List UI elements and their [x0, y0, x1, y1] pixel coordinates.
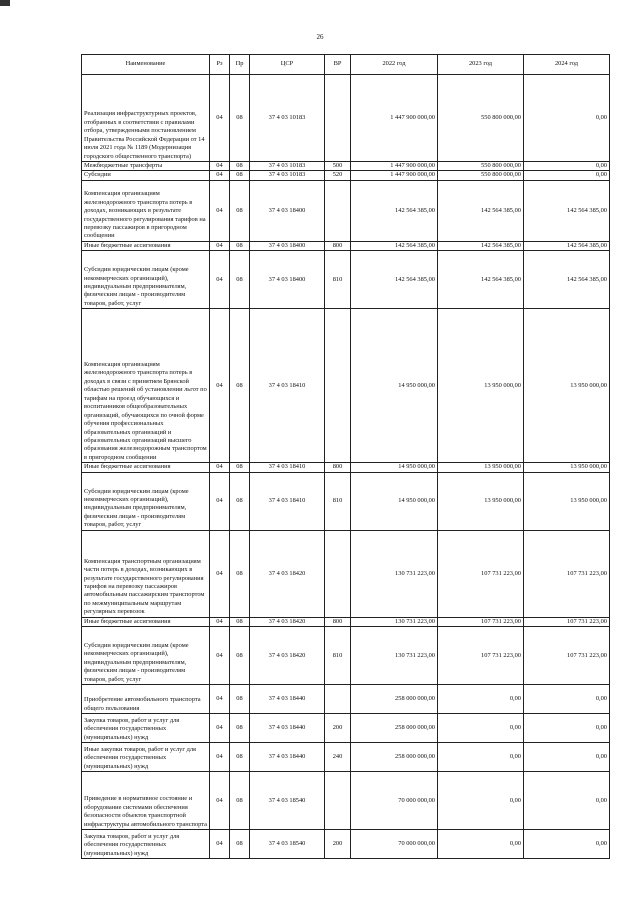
cell-value-2024: 107 731 223,00	[524, 530, 610, 617]
cell-vr: 520	[325, 171, 351, 180]
cell-rz: 04	[210, 830, 230, 859]
cell-csr: 37 4 03 18410	[250, 463, 325, 472]
cell-value-2024: 142 564 385,00	[524, 241, 610, 250]
cell-pr: 08	[230, 830, 250, 859]
cell-value-2024: 0,00	[524, 830, 610, 859]
table-row	[82, 180, 610, 241]
cell-name: Реализация инфраструктурных проектов, отобранных в соответствии с правилами отбора, утвержденными постановлением Правительства Российской Федерации от 14 июля 2021 года № 1189 (Модернизация городского общественного транспорта)	[82, 75, 210, 162]
cell-value-2023: 550 800 000,00	[438, 171, 524, 180]
cell-value-2024: 107 731 223,00	[524, 617, 610, 626]
cell-value-2023: 107 731 223,00	[438, 617, 524, 626]
table-row	[82, 743, 610, 772]
table-body	[82, 75, 610, 859]
cell-rz: 04	[210, 772, 230, 830]
cell-value-2024: 13 950 000,00	[524, 463, 610, 472]
cell-pr: 08	[230, 714, 250, 743]
cell-value-2023: 0,00	[438, 830, 524, 859]
cell-name: Закупка товаров, работ и услуг для обеспечения государственных (муниципальных) нужд	[82, 830, 210, 859]
cell-value-2023: 13 950 000,00	[438, 463, 524, 472]
cell-vr	[325, 772, 351, 830]
header-vr: ВР	[325, 55, 351, 75]
table-row	[82, 309, 610, 463]
cell-rz: 04	[210, 617, 230, 626]
cell-rz: 04	[210, 530, 230, 617]
cell-name: Иные бюджетные ассигнования	[82, 241, 210, 250]
cell-name: Компенсация организациям железнодорожного транспорта потерь в доходах в связи с принятием Брянской областью решений об установлении льгот по тарифам на проезд обучающихся и воспитанников общеобразовательных организаций, обучающихся по очной форме обучения профессиональных образовательных организаций и образовательных организаций высшего образования железнодорожным транспортом в пригородном сообщении	[82, 309, 210, 463]
cell-value-2024: 0,00	[524, 772, 610, 830]
table-row	[82, 830, 610, 859]
cell-vr: 810	[325, 627, 351, 685]
cell-pr: 08	[230, 743, 250, 772]
table-row	[82, 627, 610, 685]
page-number: 26	[316, 33, 324, 41]
cell-pr: 08	[230, 463, 250, 472]
cell-rz: 04	[210, 463, 230, 472]
cell-value-2023: 0,00	[438, 772, 524, 830]
cell-name: Закупка товаров, работ и услуг для обеспечения государственных (муниципальных) нужд	[82, 714, 210, 743]
cell-value-2024: 142 564 385,00	[524, 251, 610, 309]
cell-value-2022: 130 731 223,00	[351, 617, 438, 626]
cell-vr: 200	[325, 830, 351, 859]
cell-pr: 08	[230, 627, 250, 685]
cell-value-2023: 0,00	[438, 743, 524, 772]
cell-vr	[325, 75, 351, 162]
cell-name: Субсидии юридическим лицам (кроме некоммерческих организаций), индивидуальным предпринимателям, физическим лицам - производителям товаров, работ, услуг	[82, 251, 210, 309]
table-row	[82, 472, 610, 530]
cell-csr: 37 4 03 18400	[250, 180, 325, 241]
cell-rz: 04	[210, 162, 230, 171]
cell-value-2022: 142 564 385,00	[351, 180, 438, 241]
cell-csr: 37 4 03 18540	[250, 772, 325, 830]
header-pr: Пр	[230, 55, 250, 75]
cell-value-2023: 550 800 000,00	[438, 162, 524, 171]
cell-pr: 08	[230, 171, 250, 180]
cell-csr: 37 4 03 18400	[250, 241, 325, 250]
cell-csr: 37 4 03 18410	[250, 472, 325, 530]
cell-value-2023: 13 950 000,00	[438, 472, 524, 530]
cell-value-2022: 142 564 385,00	[351, 241, 438, 250]
cell-value-2023: 107 731 223,00	[438, 530, 524, 617]
cell-csr: 37 4 03 18540	[250, 830, 325, 859]
cell-vr	[325, 530, 351, 617]
cell-name: Субсидии	[82, 171, 210, 180]
cell-name: Компенсация организациям железнодорожного транспорта потерь в доходах, возникающих в результате государственного регулирования тарифов на перевозку пассажиров в пригородном сообщении	[82, 180, 210, 241]
table-row	[82, 241, 610, 250]
table-row	[82, 530, 610, 617]
cell-value-2024: 0,00	[524, 75, 610, 162]
cell-value-2023: 142 564 385,00	[438, 180, 524, 241]
table-row	[82, 75, 610, 162]
cell-pr: 08	[230, 472, 250, 530]
cell-value-2024: 107 731 223,00	[524, 627, 610, 685]
cell-rz: 04	[210, 743, 230, 772]
cell-value-2022: 1 447 900 000,00	[351, 162, 438, 171]
cell-csr: 37 4 03 18440	[250, 685, 325, 714]
cell-vr: 800	[325, 463, 351, 472]
cell-pr: 08	[230, 309, 250, 463]
cell-value-2024: 0,00	[524, 685, 610, 714]
cell-pr: 08	[230, 685, 250, 714]
budget-table	[81, 54, 610, 859]
cell-value-2024: 142 564 385,00	[524, 180, 610, 241]
cell-vr: 810	[325, 472, 351, 530]
cell-value-2023: 142 564 385,00	[438, 251, 524, 309]
cell-vr: 800	[325, 241, 351, 250]
table-row	[82, 463, 610, 472]
cell-pr: 08	[230, 180, 250, 241]
cell-value-2023: 142 564 385,00	[438, 241, 524, 250]
cell-value-2022: 258 000 000,00	[351, 743, 438, 772]
header-2023: 2023 год	[438, 55, 524, 75]
cell-name: Субсидии юридическим лицам (кроме некоммерческих организаций), индивидуальным предпринимателям, физическим лицам - производителям товаров, работ, услуг	[82, 472, 210, 530]
header-csr: ЦСР	[250, 55, 325, 75]
cell-value-2023: 0,00	[438, 685, 524, 714]
cell-vr: 800	[325, 617, 351, 626]
cell-rz: 04	[210, 251, 230, 309]
cell-value-2024: 0,00	[524, 743, 610, 772]
cell-rz: 04	[210, 180, 230, 241]
cell-rz: 04	[210, 75, 230, 162]
scan-corner-mark	[0, 0, 10, 6]
cell-value-2022: 70 000 000,00	[351, 772, 438, 830]
cell-value-2022: 258 000 000,00	[351, 714, 438, 743]
cell-name: Иные закупки товаров, работ и услуг для обеспечения государственных (муниципальных) нужд	[82, 743, 210, 772]
cell-value-2022: 14 950 000,00	[351, 472, 438, 530]
cell-pr: 08	[230, 772, 250, 830]
cell-rz: 04	[210, 714, 230, 743]
cell-name: Приведение в нормативное состояние и оборудование системами обеспечения безопасности объектов транспортной инфраструктуры автомобильного транспорта	[82, 772, 210, 830]
cell-pr: 08	[230, 75, 250, 162]
cell-value-2022: 130 731 223,00	[351, 627, 438, 685]
cell-rz: 04	[210, 472, 230, 530]
header-2024: 2024 год	[524, 55, 610, 75]
cell-pr: 08	[230, 617, 250, 626]
table-row	[82, 251, 610, 309]
cell-rz: 04	[210, 685, 230, 714]
cell-value-2022: 1 447 900 000,00	[351, 171, 438, 180]
table-row	[82, 685, 610, 714]
cell-name: Иные бюджетные ассигнования	[82, 617, 210, 626]
header-name: Наименование	[82, 55, 210, 75]
cell-rz: 04	[210, 171, 230, 180]
cell-value-2023: 550 800 000,00	[438, 75, 524, 162]
cell-value-2022: 130 731 223,00	[351, 530, 438, 617]
cell-name: Иные бюджетные ассигнования	[82, 463, 210, 472]
cell-csr: 37 4 03 18400	[250, 251, 325, 309]
cell-vr: 240	[325, 743, 351, 772]
cell-name: Субсидии юридическим лицам (кроме некоммерческих организаций), индивидуальным предпринимателям, физическим лицам - производителям товаров, работ, услуг	[82, 627, 210, 685]
cell-name: Приобретение автомобильного транспорта общего пользования	[82, 685, 210, 714]
cell-value-2022: 142 564 385,00	[351, 251, 438, 309]
cell-value-2024: 0,00	[524, 171, 610, 180]
cell-csr: 37 4 03 18410	[250, 309, 325, 463]
header-2022: 2022 год	[351, 55, 438, 75]
cell-value-2022: 258 000 000,00	[351, 685, 438, 714]
cell-value-2024: 0,00	[524, 162, 610, 171]
cell-value-2023: 13 950 000,00	[438, 309, 524, 463]
cell-vr: 810	[325, 251, 351, 309]
cell-rz: 04	[210, 309, 230, 463]
cell-name: Межбюджетные трансферты	[82, 162, 210, 171]
cell-csr: 37 4 03 10183	[250, 75, 325, 162]
cell-value-2023: 0,00	[438, 714, 524, 743]
cell-csr: 37 4 03 18420	[250, 530, 325, 617]
cell-csr: 37 4 03 18440	[250, 743, 325, 772]
table-row	[82, 171, 610, 180]
cell-csr: 37 4 03 18420	[250, 627, 325, 685]
cell-value-2024: 13 950 000,00	[524, 309, 610, 463]
cell-pr: 08	[230, 530, 250, 617]
cell-rz: 04	[210, 627, 230, 685]
cell-value-2022: 14 950 000,00	[351, 309, 438, 463]
cell-csr: 37 4 03 10183	[250, 162, 325, 171]
cell-csr: 37 4 03 18420	[250, 617, 325, 626]
cell-vr	[325, 180, 351, 241]
cell-csr: 37 4 03 18440	[250, 714, 325, 743]
cell-pr: 08	[230, 241, 250, 250]
cell-value-2024: 13 950 000,00	[524, 472, 610, 530]
cell-vr: 200	[325, 714, 351, 743]
cell-rz: 04	[210, 241, 230, 250]
cell-pr: 08	[230, 251, 250, 309]
table-row	[82, 162, 610, 171]
cell-vr	[325, 685, 351, 714]
table-row	[82, 714, 610, 743]
table-header-row	[82, 55, 610, 75]
cell-value-2022: 14 950 000,00	[351, 463, 438, 472]
cell-value-2022: 1 447 900 000,00	[351, 75, 438, 162]
cell-pr: 08	[230, 162, 250, 171]
cell-name: Компенсация транспортным организациям части потерь в доходах, возникающих в результате государственного регулирования тарифов на перевозку пассажиров автомобильным пассажирским транспортом по межмуниципальным маршрутам регулярных перевозок	[82, 530, 210, 617]
cell-csr: 37 4 03 10183	[250, 171, 325, 180]
cell-value-2023: 107 731 223,00	[438, 627, 524, 685]
cell-value-2024: 0,00	[524, 714, 610, 743]
header-rz: Рз	[210, 55, 230, 75]
cell-vr	[325, 309, 351, 463]
cell-value-2022: 70 000 000,00	[351, 830, 438, 859]
cell-vr: 500	[325, 162, 351, 171]
table-row	[82, 772, 610, 830]
table-row	[82, 617, 610, 626]
